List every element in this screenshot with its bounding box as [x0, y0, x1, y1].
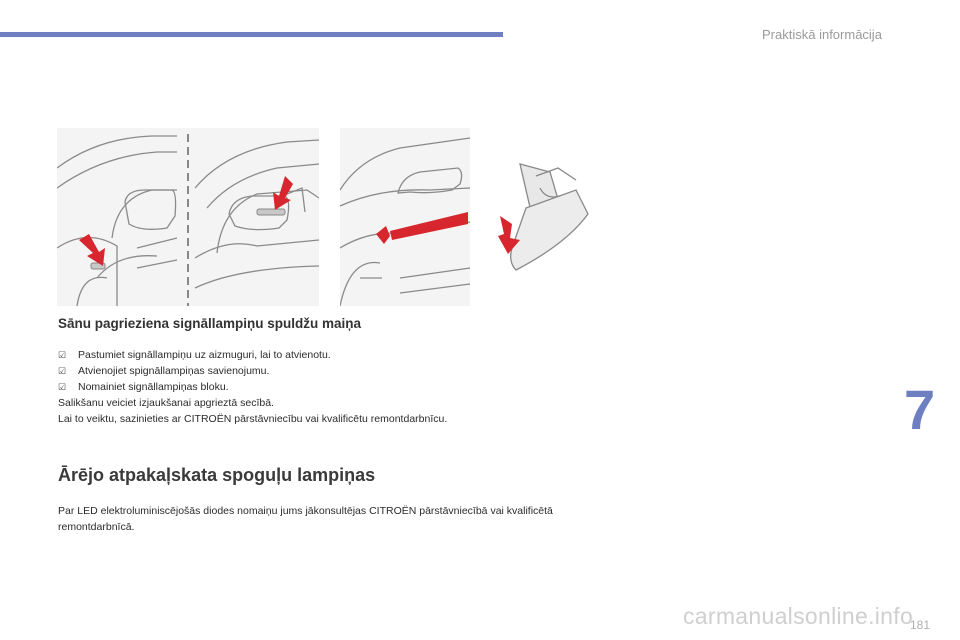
reassembly-note: Salikšanu veiciet izjaukšanai apgrieztā secībā.	[58, 397, 274, 409]
arrow-bullet-icon: ☑	[58, 366, 67, 376]
list-item	[58, 379, 331, 395]
arrow-bullet-icon: ☑	[58, 350, 67, 360]
step-text: Atvienojiet spignāllampiņas savienojumu.	[78, 365, 270, 377]
arrow-bullet-icon: ☑	[58, 382, 67, 392]
list-item	[58, 363, 331, 379]
dealer-note: Lai to veiktu, sazinieties ar CITROËN pārstāvniecību vai kvalificētu remontdarbnīcu.	[58, 413, 448, 425]
replacement-steps-list	[58, 347, 331, 395]
chapter-number: 7	[904, 378, 936, 441]
side-repeater-lamp-illustration	[340, 128, 590, 306]
section-title: Praktiskā informācija	[762, 27, 882, 42]
header-accent-bar	[0, 32, 503, 37]
watermark: carmanualsonline.info	[683, 603, 914, 629]
step-text: Nomainiet signāllampiņas bloku.	[78, 381, 229, 393]
step-text: Pastumiet signāllampiņu uz aizmuguri, lai to atvienotu.	[78, 349, 331, 361]
mirror-lamps-text: Par LED elektroluminiscējošās diodes nomaiņu jums jākonsultējas CITROËN pārstāvniecībā vai kvalificētā remontdarbnīcā.	[58, 505, 553, 533]
list-item	[58, 347, 331, 363]
side-indicator-heading: Sānu pagrieziena signāllampiņu spuldžu maiņa	[58, 316, 362, 331]
mirror-lamps-heading: Ārējo atpakaļskata spoguļu lampiņas	[58, 465, 376, 485]
car-door-mirror-illustration	[57, 128, 319, 306]
page-number: 181	[910, 618, 931, 632]
